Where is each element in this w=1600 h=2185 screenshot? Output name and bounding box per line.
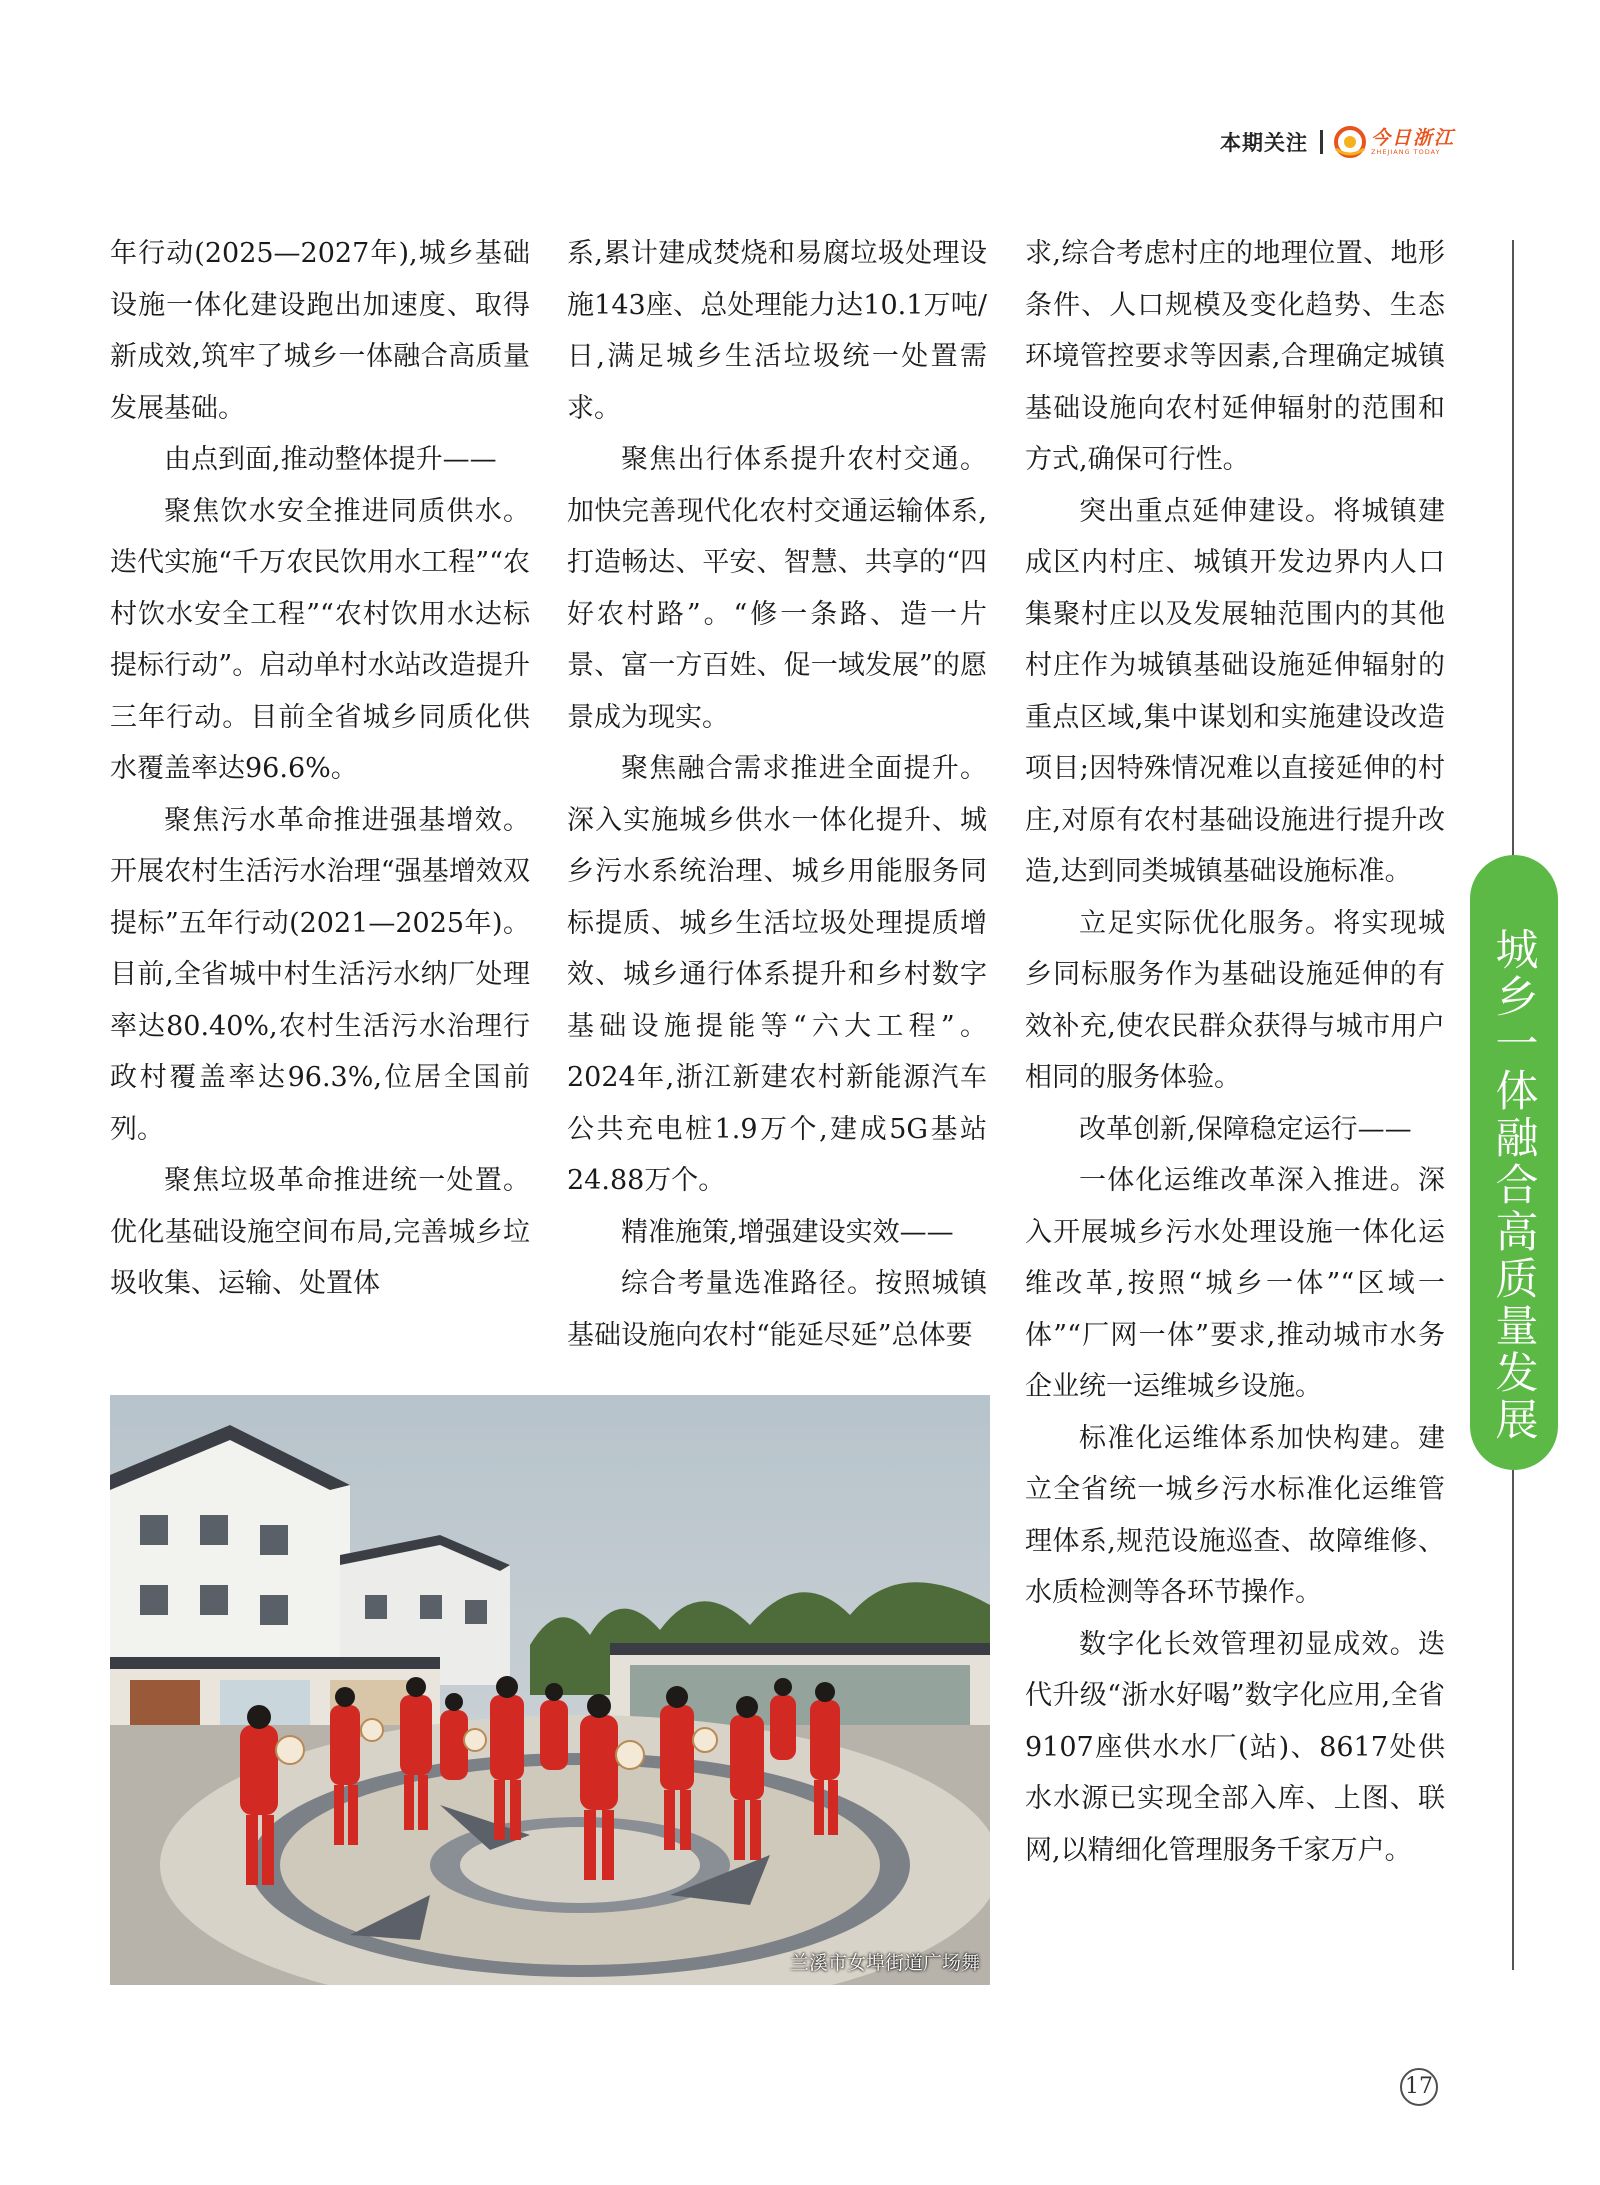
paragraph: 聚焦出行体系提升农村交通。加快完善现代化农村交通运输体系,打造畅达、平安、智慧、共享的“四好农村路”。“修一条路、造一片景、富一方百姓、促一域发展”的愿景成为现实。: [567, 444, 987, 733]
paragraph: 求,综合考虑村庄的地理位置、地形条件、人口规模及变化趋势、生态环境管控要求等因素,合理确定城镇基础设施向农村延伸辐射的范围和方式,确保可行性。: [1025, 238, 1445, 475]
text-column-3: [1025, 228, 1445, 1876]
magazine-logo: [1333, 125, 1455, 159]
page-number: 17: [1400, 2068, 1438, 2106]
paragraph: 综合考量选准路径。按照城镇基础设施向农村“能延尽延”总体要: [567, 1268, 987, 1351]
paragraph: 标准化运维体系加快构建。建立全省统一城乡污水标准化运维管理体系,规范设施巡查、故障维修、水质检测等各环节操作。: [1025, 1422, 1445, 1608]
paragraph: 年行动(2025—2027年),城乡基础设施一体化建设跑出加速度、取得新成效,筑牢了城乡一体融合高质量发展基础。: [110, 238, 530, 424]
logo-subtitle: ZHEJIANG TODAY: [1370, 148, 1441, 156]
page-header: [1220, 120, 1455, 164]
photo-caption: 兰溪市女埠街道广场舞: [789, 1952, 980, 1974]
paragraph: 聚焦融合需求推进全面提升。深入实施城乡供水一体化提升、城乡污水系统治理、城乡用能服务同标提质、城乡生活垃圾处理提质增效、城乡通行体系提升和乡村数字基础设施提能等“六大工程”。2024年,浙江新建农村新能源汽车公共充电桩1.9万个,建成5G基站24.88万个。: [567, 753, 987, 1196]
paragraph: 数字化长效管理初显成效。迭代升级“浙水好喝”数字化应用,全省9107座供水水厂(站)、8617处供水水源已实现全部入库、上图、联网,以精细化管理服务千家万户。: [1025, 1628, 1445, 1866]
square-dance-photo: [110, 1395, 990, 1985]
paragraph: 聚焦垃圾革命推进统一处置。优化基础设施空间布局,完善城乡垃圾收集、运输、处置体: [110, 1165, 530, 1299]
paragraph: 系,累计建成焚烧和易腐垃圾处理设施143座、总处理能力达10.1万吨/日,满足城乡生活垃圾统一处置需求。: [567, 238, 987, 424]
topic-side-tab: [1470, 855, 1558, 1470]
topic-side-label: 城乡一体融合高质量发展: [1488, 927, 1539, 1444]
paragraph: 突出重点延伸建设。将城镇建成区内村庄、城镇开发边界内人口集聚村庄以及发展轴范围内的其他村庄作为城镇基础设施延伸辐射的重点区域,集中谋划和实施建设改造项目;因特殊情况难以直接延伸的村庄,对原有农村基础设施进行提升改造,达到同类城镇基础设施标准。: [1025, 495, 1445, 887]
paragraph: 聚焦污水革命推进强基增效。开展农村生活污水治理“强基增效双提标”五年行动(2021—2025年)。目前,全省城中村生活污水纳厂处理率达80.40%,农村生活污水治理行政村覆盖率达96.3%,位居全国前列。: [110, 804, 530, 1145]
side-rule-bottom: [1512, 1470, 1514, 1970]
paragraph: 立足实际优化服务。将实现城乡同标服务作为基础设施延伸的有效补充,使农民群众获得与城市用户相同的服务体验。: [1025, 907, 1445, 1093]
section-title: 本期关注: [1219, 131, 1308, 155]
header-divider: [1320, 130, 1323, 154]
logo-name: 今日浙江: [1370, 127, 1455, 149]
paragraph: 一体化运维改革深入推进。深入开展城乡污水处理设施一体化运维改革,按照“城乡一体”“区域一体”“厂网一体”要求,推动城市水务企业统一运维城乡设施。: [1025, 1165, 1445, 1402]
paragraph: 聚焦饮水安全推进同质供水。迭代实施“千万农民饮用水工程”“农村饮水安全工程”“农村饮用水达标提标行动”。启动单村水站改造提升三年行动。目前全省城乡同质化供水覆盖率达96.6%。: [110, 495, 530, 784]
paragraph: 改革创新,保障稳定运行——: [1079, 1113, 1412, 1145]
side-rule-top: [1512, 240, 1514, 860]
text-column-2: [567, 228, 987, 1361]
paragraph: 精准施策,增强建设实效——: [621, 1216, 954, 1248]
photo-illustration: [110, 1395, 990, 1985]
paragraph: 由点到面,推动整体提升——: [164, 444, 497, 475]
text-column-1: [110, 228, 530, 1310]
logo-sun-icon: [1333, 125, 1367, 159]
